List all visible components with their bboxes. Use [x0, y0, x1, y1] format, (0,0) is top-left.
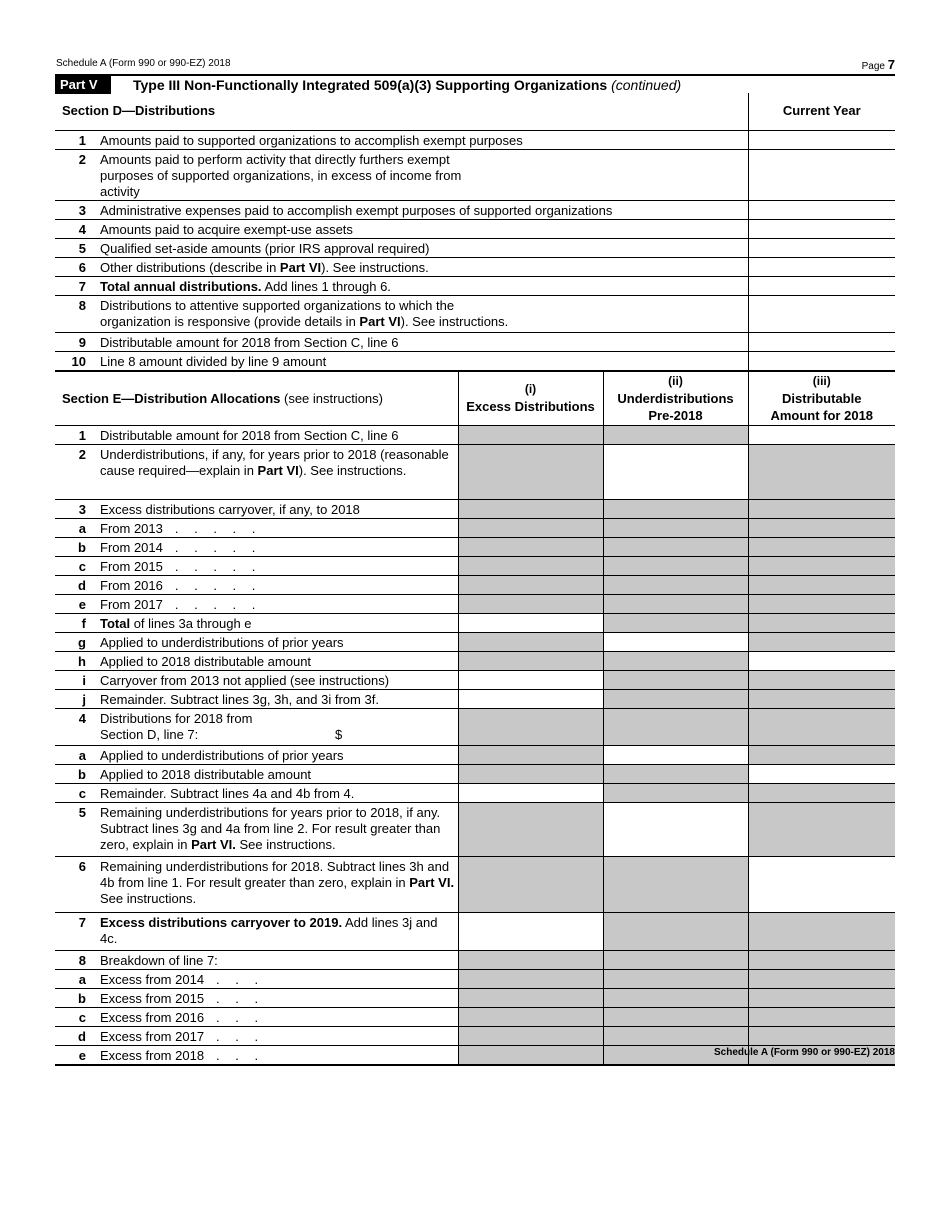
table-row: 6 Other distributions (describe in Part VI). See instructions.	[55, 257, 895, 276]
e8b-col-i-field[interactable]	[458, 989, 603, 1008]
d10-current-year-field[interactable]	[748, 351, 895, 371]
e8c-col-i-field[interactable]	[458, 1008, 603, 1027]
e3c-col-i-field[interactable]	[458, 557, 603, 576]
table-row: 6 Remaining underdistributions for 2018. Subtract lines 3h and 4b from line 1. For result greater than zero, explain in Part VI. See instructions.	[55, 857, 895, 913]
table-row: a Excess from 2014 . . .	[55, 970, 895, 989]
table-row: e From 2017 . . . . .	[55, 595, 895, 614]
e1-col-iii-field[interactable]	[748, 426, 895, 445]
col-i-header: (i) Excess Distributions	[458, 371, 603, 426]
e8a-col-i-field[interactable]	[458, 970, 603, 989]
part-title: Type III Non-Functionally Integrated 509(a)(3) Supporting Organizations (continued)	[133, 77, 682, 93]
e3d-col-i-field[interactable]	[458, 576, 603, 595]
d8-current-year-field[interactable]	[748, 295, 895, 332]
e3g-col-ii-field[interactable]	[603, 633, 748, 652]
e8d-col-i-field[interactable]	[458, 1027, 603, 1046]
e3e-col-i-field[interactable]	[458, 595, 603, 614]
page-number: Page 7	[861, 57, 895, 72]
part-header	[55, 74, 895, 94]
table-row: b Excess from 2015 . . .	[55, 989, 895, 1008]
table-row: 9 Distributable amount for 2018 from Section C, line 6	[55, 332, 895, 351]
table-row: 10 Line 8 amount divided by line 9 amount	[55, 351, 895, 371]
table-row: b Applied to 2018 distributable amount	[55, 765, 895, 784]
table-row: h Applied to 2018 distributable amount	[55, 652, 895, 671]
current-year-header: Current Year	[748, 93, 895, 130]
e3b-col-i-field[interactable]	[458, 538, 603, 557]
e6-col-iii-field[interactable]	[748, 857, 895, 913]
e3i-col-i-field[interactable]	[458, 671, 603, 690]
d4-current-year-field[interactable]	[748, 219, 895, 238]
e4c-col-i-field[interactable]	[458, 784, 603, 803]
table-row: a From 2013 . . . . .	[55, 519, 895, 538]
section-d-title: Section D—Distributions	[55, 93, 748, 130]
e3f-col-i-field[interactable]	[458, 614, 603, 633]
e7-col-i-field[interactable]	[458, 913, 603, 951]
page-header	[55, 57, 895, 74]
d9-current-year-field[interactable]	[748, 332, 895, 351]
col-iii-header: (iii) Distributable Amount for 2018	[748, 371, 895, 426]
table-row: 1 Amounts paid to supported organizations to accomplish exempt purposes	[55, 130, 895, 149]
col-ii-header: (ii) Underdistributions Pre-2018	[603, 371, 748, 426]
d5-current-year-field[interactable]	[748, 238, 895, 257]
table-row: c Remainder. Subtract lines 4a and 4b from 4.	[55, 784, 895, 803]
table-row: 4 Distributions for 2018 from Section D, line 7: $	[55, 709, 895, 746]
section-d-header	[55, 93, 895, 130]
page-footer: Schedule A (Form 990 or 990-EZ) 2018	[714, 1047, 895, 1058]
e3a-col-i-field[interactable]	[458, 519, 603, 538]
table-row: c From 2015 . . . . .	[55, 557, 895, 576]
table-row: 8 Breakdown of line 7:	[55, 951, 895, 970]
d3-current-year-field[interactable]	[748, 200, 895, 219]
e4a-col-ii-field[interactable]	[603, 746, 748, 765]
table-row: 2 Underdistributions, if any, for years prior to 2018 (reasonable cause required—explain in Part VI). See instructions.	[55, 445, 895, 500]
table-row: 3 Excess distributions carryover, if any, to 2018	[55, 500, 895, 519]
d7-current-year-field[interactable]	[748, 276, 895, 295]
form-table	[55, 93, 895, 1066]
table-row: 5 Qualified set-aside amounts (prior IRS approval required)	[55, 238, 895, 257]
table-row: e Excess from 2018 . . .	[55, 1046, 895, 1066]
table-row: 7 Total annual distributions. Add lines 1 through 6.	[55, 276, 895, 295]
d2-current-year-field[interactable]	[748, 149, 895, 200]
section-e-title: Section E—Distribution Allocations (see instructions)	[55, 371, 458, 426]
table-row: c Excess from 2016 . . .	[55, 1008, 895, 1027]
d6-current-year-field[interactable]	[748, 257, 895, 276]
table-row: 1 Distributable amount for 2018 from Section C, line 6	[55, 426, 895, 445]
table-row: 4 Amounts paid to acquire exempt-use assets	[55, 219, 895, 238]
table-row: g Applied to underdistributions of prior years	[55, 633, 895, 652]
e3h-col-iii-field[interactable]	[748, 652, 895, 671]
part-label: Part V	[55, 76, 111, 94]
e3j-col-i-field[interactable]	[458, 690, 603, 709]
section-e-header	[55, 371, 895, 426]
e5-col-ii-field[interactable]	[603, 803, 748, 857]
table-row: 5 Remaining underdistributions for years prior to 2018, if any. Subtract lines 3g and 4a from line 2. For result greater than zero, explain in Part VI. See instructions.	[55, 803, 895, 857]
table-row: b From 2014 . . . . .	[55, 538, 895, 557]
form-name: Schedule A (Form 990 or 990-EZ) 2018	[56, 58, 231, 69]
e4b-col-iii-field[interactable]	[748, 765, 895, 784]
table-row: 2 Amounts paid to perform activity that directly furthers exempt purposes of supported organizations, in excess of income from activity	[55, 149, 895, 200]
table-row: j Remainder. Subtract lines 3g, 3h, and 3i from 3f.	[55, 690, 895, 709]
table-row: 3 Administrative expenses paid to accomplish exempt purposes of supported organizations	[55, 200, 895, 219]
table-row: 7 Excess distributions carryover to 2019. Add lines 3j and 4c.	[55, 913, 895, 951]
table-row: i Carryover from 2013 not applied (see instructions)	[55, 671, 895, 690]
d1-current-year-field[interactable]	[748, 130, 895, 149]
table-row: 8 Distributions to attentive supported organizations to which the organization is responsive (provide details in Part VI). See instructions.	[55, 295, 895, 332]
table-row: d From 2016 . . . . .	[55, 576, 895, 595]
table-row: a Applied to underdistributions of prior years	[55, 746, 895, 765]
e2-col-ii-field[interactable]	[603, 445, 748, 500]
table-row: f Total of lines 3a through e	[55, 614, 895, 633]
dollar-sign: $	[335, 727, 343, 742]
table-row: d Excess from 2017 . . .	[55, 1027, 895, 1046]
